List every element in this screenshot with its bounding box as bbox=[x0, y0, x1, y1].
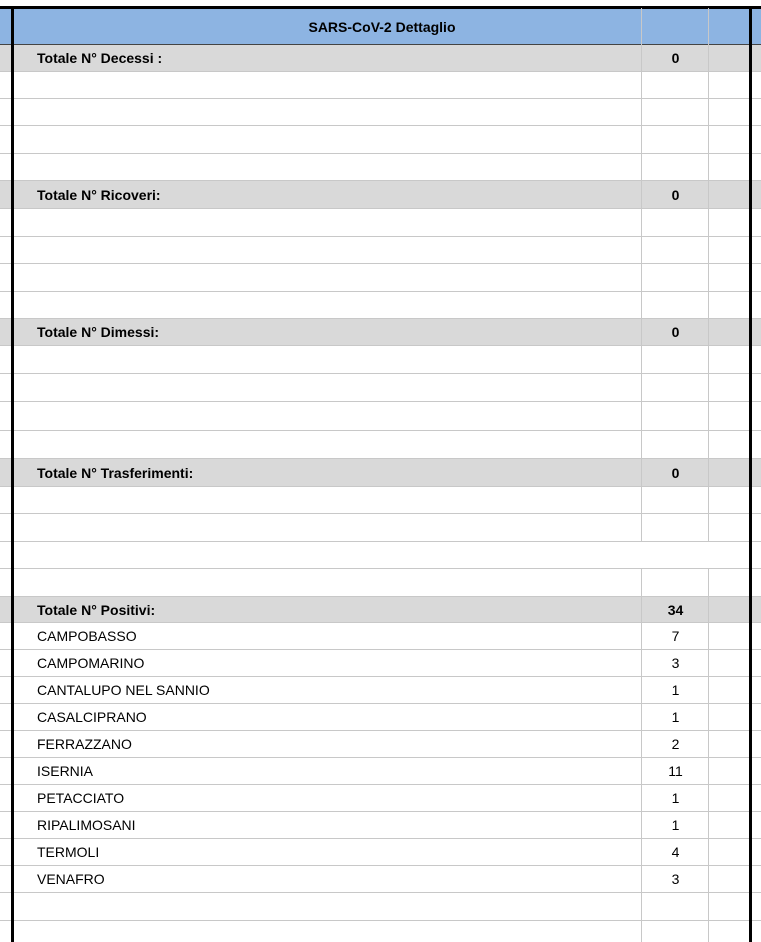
empty-row[interactable] bbox=[0, 487, 761, 514]
comune-count: 1 bbox=[671, 817, 680, 833]
left-border bbox=[11, 8, 14, 942]
column-divider bbox=[641, 8, 642, 541]
comune-count: 4 bbox=[671, 844, 680, 860]
comune-row[interactable] bbox=[0, 677, 761, 704]
total-value: 0 bbox=[671, 50, 680, 66]
comune-count: 11 bbox=[668, 763, 683, 779]
empty-row[interactable] bbox=[0, 237, 761, 264]
total-row-positivi[interactable] bbox=[0, 597, 761, 623]
empty-row[interactable] bbox=[0, 264, 761, 292]
comune-row[interactable] bbox=[0, 812, 761, 839]
column-divider bbox=[708, 8, 709, 541]
comune-row[interactable] bbox=[0, 839, 761, 866]
empty-row[interactable] bbox=[0, 292, 761, 319]
comune-row[interactable] bbox=[0, 731, 761, 758]
comune-name: CAMPOBASSO bbox=[37, 628, 137, 644]
comune-count: 1 bbox=[671, 790, 680, 806]
column-divider bbox=[708, 569, 709, 942]
empty-row[interactable] bbox=[0, 209, 761, 237]
comune-row[interactable] bbox=[0, 704, 761, 731]
comune-name: ISERNIA bbox=[37, 763, 94, 779]
empty-row[interactable] bbox=[0, 542, 761, 569]
total-row-decessi[interactable] bbox=[0, 45, 761, 72]
total-value: 0 bbox=[671, 324, 680, 340]
comune-count: 2 bbox=[671, 736, 680, 752]
comune-row[interactable] bbox=[0, 866, 761, 893]
sheet-title: SARS-CoV-2 Dettaglio bbox=[308, 18, 456, 35]
comune-row[interactable] bbox=[0, 650, 761, 677]
empty-row[interactable] bbox=[0, 72, 761, 99]
total-row-ricoveri[interactable] bbox=[0, 181, 761, 209]
comune-name: CANTALUPO NEL SANNIO bbox=[37, 682, 210, 698]
empty-row[interactable] bbox=[0, 514, 761, 542]
empty-row[interactable] bbox=[0, 402, 761, 431]
comune-count: 7 bbox=[671, 628, 680, 644]
total-label: Totale N° Ricoveri: bbox=[37, 186, 161, 203]
column-divider bbox=[641, 569, 642, 942]
comune-name: RIPALIMOSANI bbox=[37, 817, 136, 833]
comune-count: 3 bbox=[671, 871, 680, 887]
comune-name: FERRAZZANO bbox=[37, 736, 132, 752]
comune-name: VENAFRO bbox=[37, 871, 105, 887]
empty-row[interactable] bbox=[0, 126, 761, 154]
comune-count: 3 bbox=[671, 655, 680, 671]
empty-row[interactable] bbox=[0, 431, 761, 459]
total-label: Totale N° Dimessi: bbox=[37, 324, 160, 340]
total-label: Totale N° Decessi : bbox=[37, 50, 163, 66]
comune-count: 1 bbox=[671, 682, 680, 698]
total-label: Totale N° Positivi: bbox=[37, 601, 156, 618]
right-border bbox=[749, 8, 752, 942]
comune-name: TERMOLI bbox=[37, 844, 100, 860]
total-value: 34 bbox=[667, 601, 684, 618]
total-row-trasferimenti[interactable] bbox=[0, 459, 761, 487]
total-value: 0 bbox=[671, 464, 680, 481]
total-row-dimessi[interactable] bbox=[0, 319, 761, 346]
header-row[interactable] bbox=[0, 9, 761, 45]
comune-row[interactable] bbox=[0, 758, 761, 785]
comune-row[interactable] bbox=[0, 623, 761, 650]
total-value: 0 bbox=[671, 186, 680, 203]
empty-row[interactable] bbox=[0, 374, 761, 402]
comune-name: PETACCIATO bbox=[37, 790, 125, 806]
empty-row[interactable] bbox=[0, 569, 761, 597]
total-label: Totale N° Trasferimenti: bbox=[37, 464, 194, 481]
empty-row[interactable] bbox=[0, 346, 761, 374]
empty-row[interactable] bbox=[0, 893, 761, 921]
empty-row[interactable] bbox=[0, 99, 761, 126]
comune-row[interactable] bbox=[0, 785, 761, 812]
empty-row[interactable] bbox=[0, 154, 761, 181]
comune-count: 1 bbox=[671, 709, 680, 725]
empty-row[interactable] bbox=[0, 921, 761, 942]
comune-name: CASALCIPRANO bbox=[37, 709, 147, 725]
comune-name: CAMPOMARINO bbox=[37, 655, 145, 671]
